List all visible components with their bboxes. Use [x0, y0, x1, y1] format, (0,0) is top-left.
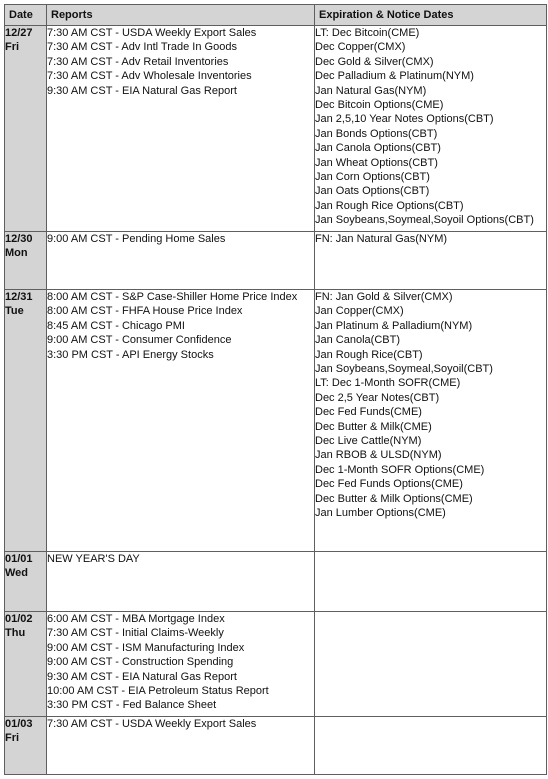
expiration-item: Jan RBOB & ULSD(NYM) — [315, 449, 442, 462]
report-item: 7:30 AM CST - Adv Intl Trade In Goods — [47, 41, 237, 54]
report-item: 9:00 AM CST - Pending Home Sales — [47, 233, 226, 245]
expiration-cell — [315, 26, 547, 232]
table-row — [5, 26, 547, 232]
expiration-item: Jan Oats Options(CBT) — [315, 185, 430, 198]
expiration-item: Dec Gold & Silver(CMX) — [315, 55, 434, 68]
weekday-text: Thu — [5, 627, 26, 639]
date-text: 12/27 — [5, 27, 33, 39]
reports-cell — [47, 612, 315, 717]
expiration-item: Jan Soybeans,Soymeal,Soyoil Options(CBT) — [315, 214, 534, 227]
expiration-item: Jan 2,5,10 Year Notes Options(CBT) — [315, 113, 494, 126]
reports-cell — [47, 552, 315, 612]
table-row — [5, 717, 547, 775]
date-text: 01/01 — [5, 553, 33, 565]
expiration-item: Dec Fed Funds Options(CME) — [315, 478, 463, 491]
report-item: 8:45 AM CST - Chicago PMI — [47, 319, 185, 332]
report-item: 8:00 AM CST - FHFA House Price Index — [47, 305, 243, 318]
expiration-item: Dec Butter & Milk(CME) — [315, 420, 432, 433]
report-item: 9:00 AM CST - Consumer Confidence — [47, 334, 232, 347]
report-item: 9:30 AM CST - EIA Natural Gas Report — [47, 84, 237, 97]
expiration-cell — [315, 612, 547, 717]
reports-cell — [47, 717, 315, 775]
expiration-item: Jan Rough Rice(CBT) — [315, 348, 423, 361]
expiration-item: Jan Bonds Options(CBT) — [315, 127, 438, 140]
expiration-item: Dec Fed Funds(CME) — [315, 406, 422, 419]
report-item: 9:00 AM CST - ISM Manufacturing Index — [47, 641, 245, 654]
report-item: 10:00 AM CST - EIA Petroleum Status Report — [47, 685, 269, 698]
header-reports: Reports — [47, 5, 315, 26]
table-row — [5, 232, 547, 290]
report-item: 7:30 AM CST - Adv Wholesale Inventories — [47, 70, 252, 83]
date-text: 12/30 — [5, 233, 33, 245]
weekday-text: Fri — [5, 41, 20, 53]
date-cell — [5, 717, 47, 775]
expiration-item: Jan Natural Gas(NYM) — [315, 84, 427, 97]
report-item: 7:30 AM CST - USDA Weekly Export Sales — [47, 718, 257, 730]
expiration-item: LT: Dec Bitcoin(CME) — [315, 27, 420, 39]
expiration-cell — [315, 290, 547, 552]
table-row — [5, 552, 547, 612]
reports-cell — [47, 26, 315, 232]
date-cell — [5, 612, 47, 717]
table-row — [5, 612, 547, 717]
expiration-item: Dec Butter & Milk Options(CME) — [315, 492, 473, 505]
expiration-item: Jan Wheat Options(CBT) — [315, 156, 438, 169]
date-text: 01/02 — [5, 613, 33, 625]
report-item: 3:30 PM CST - API Energy Stocks — [47, 348, 214, 361]
calendar-table — [4, 4, 547, 775]
date-text: 01/03 — [5, 718, 33, 730]
header-date: Date — [5, 5, 47, 26]
report-item: 7:30 AM CST - Initial Claims-Weekly — [47, 627, 224, 640]
weekday-text: Wed — [5, 567, 29, 579]
expiration-item: Dec 1-Month SOFR Options(CME) — [315, 463, 485, 476]
weekday-text: Tue — [5, 305, 24, 317]
expiration-item: Jan Canola(CBT) — [315, 334, 400, 347]
expiration-item: Dec Palladium & Platinum(NYM) — [315, 70, 474, 83]
date-text: 12/31 — [5, 291, 33, 303]
header-row — [5, 5, 547, 26]
expiration-item: Jan Canola Options(CBT) — [315, 142, 441, 155]
date-cell — [5, 290, 47, 552]
calendar-body — [5, 26, 547, 775]
table-row — [5, 290, 547, 552]
expiration-item: Dec Bitcoin Options(CME) — [315, 99, 444, 112]
expiration-item: LT: Dec 1-Month SOFR(CME) — [315, 377, 461, 390]
expiration-item: Dec 2,5 Year Notes(CBT) — [315, 391, 440, 404]
report-item: 9:00 AM CST - Construction Spending — [47, 656, 234, 669]
expiration-item: Jan Soybeans,Soymeal,Soyoil(CBT) — [315, 363, 493, 376]
expiration-item: FN: Jan Gold & Silver(CMX) — [315, 291, 453, 303]
expiration-item: Jan Copper(CMX) — [315, 305, 404, 318]
report-item: 6:00 AM CST - MBA Mortgage Index — [47, 613, 225, 625]
weekday-text: Mon — [5, 247, 28, 259]
expiration-item: Jan Lumber Options(CME) — [315, 507, 446, 520]
date-cell — [5, 552, 47, 612]
expiration-item: Dec Copper(CMX) — [315, 41, 406, 54]
expiration-item: Jan Corn Options(CBT) — [315, 171, 430, 184]
report-item: 7:30 AM CST - USDA Weekly Export Sales — [47, 27, 257, 39]
expiration-cell — [315, 717, 547, 775]
expiration-cell — [315, 232, 547, 290]
reports-cell — [47, 290, 315, 552]
expiration-item: FN: Jan Natural Gas(NYM) — [315, 233, 448, 245]
report-item: 3:30 PM CST - Fed Balance Sheet — [47, 699, 217, 712]
report-item: 8:00 AM CST - S&P Case-Shiller Home Price Index — [47, 291, 298, 303]
expiration-item: Dec Live Cattle(NYM) — [315, 435, 422, 448]
weekday-text: Fri — [5, 732, 20, 744]
reports-cell — [47, 232, 315, 290]
report-item: 7:30 AM CST - Adv Retail Inventories — [47, 55, 229, 68]
report-item: 9:30 AM CST - EIA Natural Gas Report — [47, 670, 237, 683]
report-item: NEW YEAR'S DAY — [47, 553, 140, 565]
date-cell — [5, 26, 47, 232]
expiration-cell — [315, 552, 547, 612]
expiration-item: Jan Platinum & Palladium(NYM) — [315, 319, 473, 332]
expiration-item: Jan Rough Rice Options(CBT) — [315, 199, 464, 212]
date-cell — [5, 232, 47, 290]
header-expiration: Expiration & Notice Dates — [315, 5, 547, 26]
